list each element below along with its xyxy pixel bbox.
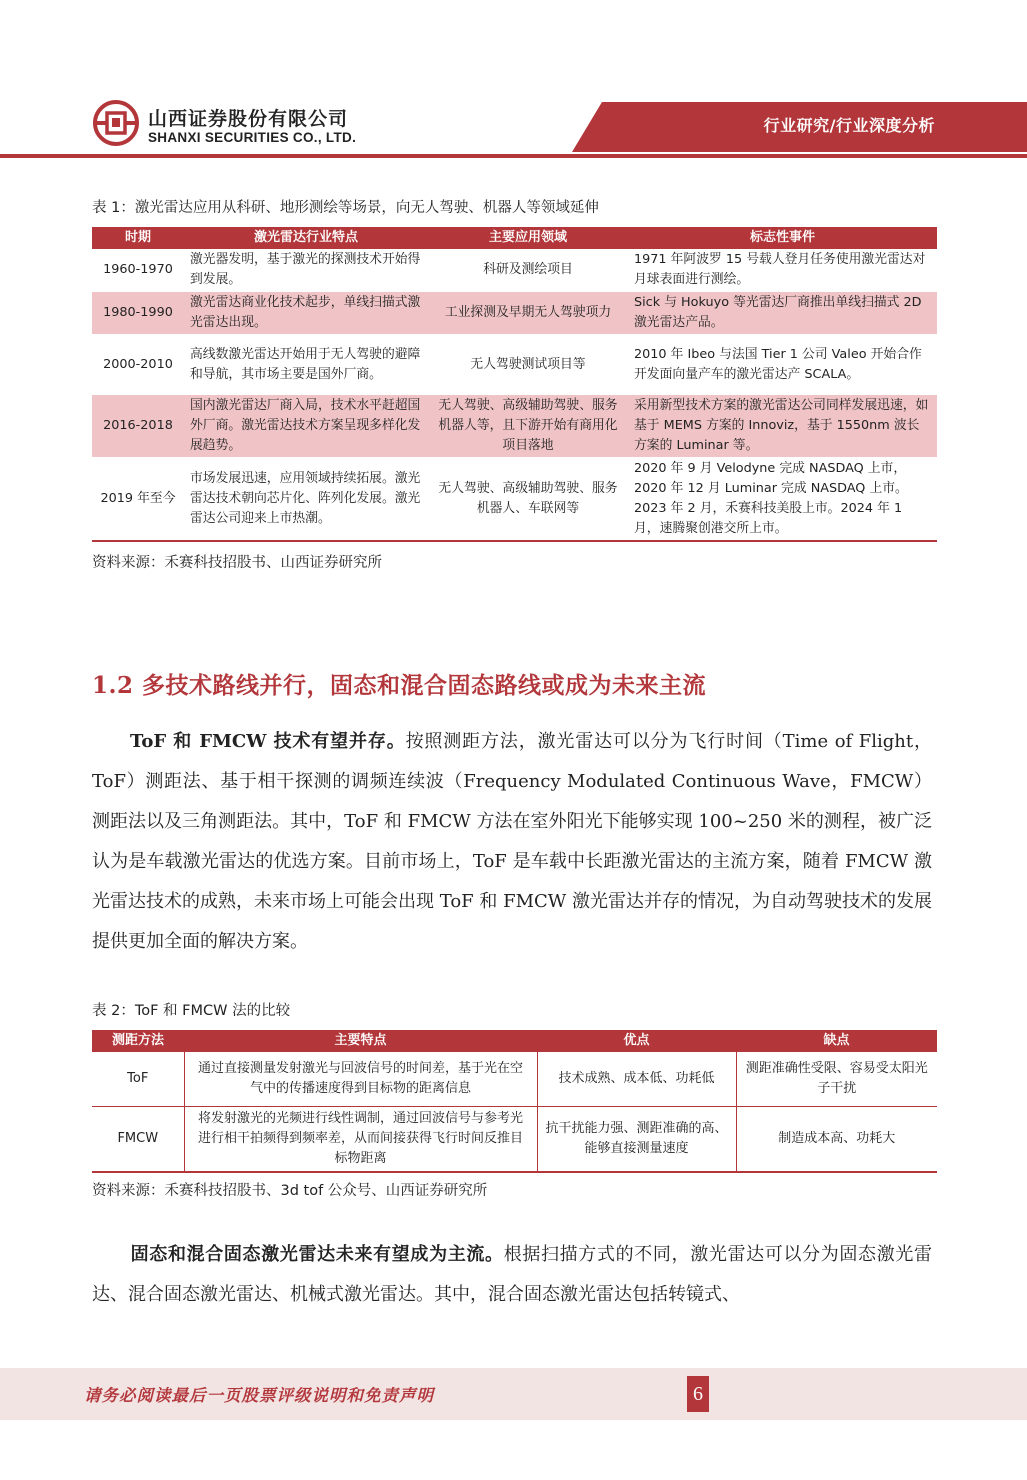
page-number: 6	[687, 1376, 709, 1412]
header-divider	[0, 154, 1027, 158]
application-cell: 无人驾驶、高级辅助驾驶、服务机器人、车联网等	[428, 458, 628, 542]
table-row	[92, 335, 937, 395]
table1-caption: 表 1：激光雷达应用从科研、地形测绘等场景，向无人驾驶、机器人等领域延伸	[92, 200, 599, 216]
page-footer	[0, 1368, 1027, 1420]
table-header-row	[92, 1030, 937, 1052]
company-logo-icon	[93, 100, 139, 146]
paragraph-text: 按照测距方法，激光雷达可以分为飞行时间（Time of Flight，ToF）测距法、基于相干探测的调频连续波（Frequency Modulated Continuous Wave，FMCW）测距法以及三角测距法。其中，ToF 和 FMCW 方法在室外阳光下能够实现 100~250 米的测程，被广泛认为是车载激光雷达的优选方案。目前市场上，ToF 是车载中长距激光雷达的主流方案，随着 FMCW 激光雷达技术的成熟，未来市场上可能会出现 ToF 和 FMCW 激光雷达并存的情况，为自动驾驶技术的发展提供更加全面的解决方案。	[92, 731, 933, 952]
table-row	[92, 1052, 937, 1106]
event-cell: 采用新型技术方案的激光雷达公司同样发展迅速，如基于 MEMS 方案的 Innoviz，基于 1550nm 波长方案的 Luminar 等。	[628, 395, 937, 458]
event-cell: Sick 与 Hokuyo 等光雷达厂商推出单线扫描式 2D 激光雷达产品。	[628, 292, 937, 335]
table2-caption: 表 2：ToF 和 FMCW 法的比较	[92, 1003, 291, 1019]
table-header-cell: 测距方法	[92, 1030, 184, 1052]
event-cell: 2020 年 9 月 Velodyne 完成 NASDAQ 上市，2020 年 12 月 Luminar 完成 NASDAQ 上市。2023 年 2 月，禾赛科技美股上市。2024 年 1 月，速腾聚创港交所上市。	[628, 458, 937, 542]
table-header-cell: 优点	[537, 1030, 736, 1052]
method-cell: ToF	[92, 1052, 184, 1106]
report-category: 行业研究/行业深度分析	[763, 116, 935, 135]
period-cell: 2019 年至今	[92, 458, 184, 542]
table-header-cell: 激光雷达行业特点	[184, 227, 428, 249]
company-name-en: SHANXI SECURITIES CO., LTD.	[148, 130, 357, 145]
application-cell: 无人驾驶测试项目等	[428, 335, 628, 395]
period-cell: 2000-2010	[92, 335, 184, 395]
application-cell: 科研及测绘项目	[428, 249, 628, 292]
paragraph-solid-state	[92, 1235, 932, 1315]
feature-cell: 国内激光雷达厂商入局，技术水平赶超国外厂商。激光雷达技术方案呈现多样化发展趋势。	[184, 395, 428, 458]
company-name-cn: 山西证券股份有限公司	[148, 108, 349, 130]
feature-cell: 市场发展迅速，应用领域持续拓展。激光雷达技术朝向芯片化、阵列化发展。激光雷达公司迎来上市热潮。	[184, 458, 428, 542]
con-cell: 测距准确性受限、容易受太阳光子干扰	[736, 1052, 937, 1106]
table2-source: 资料来源：禾赛科技招股书、3d tof 公众号、山西证券研究所	[92, 1183, 488, 1199]
paragraph-tof-fmcw	[92, 722, 932, 962]
method-cell: FMCW	[92, 1106, 184, 1172]
table-header-cell: 主要特点	[184, 1030, 537, 1052]
con-cell: 制造成本高、功耗大	[736, 1106, 937, 1172]
table-header-cell: 主要应用领域	[428, 227, 628, 249]
event-cell: 2010 年 Ibeo 与法国 Tier 1 公司 Valeo 开始合作开发面向量产车的激光雷达产 SCALA。	[628, 335, 937, 395]
page-header	[0, 92, 1027, 162]
table-row	[92, 292, 937, 335]
event-cell: 1971 年阿波罗 15 号载人登月任务使用激光雷达对月球表面进行测绘。	[628, 249, 937, 292]
paragraph-lead: 固态和混合固态激光雷达未来有望成为主流。	[130, 1244, 504, 1265]
disclaimer-notice: 请务必阅读最后一页股票评级说明和免责声明	[84, 1386, 434, 1405]
application-cell: 工业探测及早期无人驾驶项力	[428, 292, 628, 335]
feature-cell: 激光器发明，基于激光的探测技术开始得到发展。	[184, 249, 428, 292]
section-title: 1.2 多技术路线并行，固态和混合固态路线或成为未来主流	[92, 672, 707, 699]
table-header-cell: 时期	[92, 227, 184, 249]
table-header-cell: 标志性事件	[628, 227, 937, 249]
paragraph-text: 根据扫描方式的不同，激光雷达可以分为固态激光雷达、混合固态激光雷达、机械式激光雷达。其中，混合固态激光雷达包括转镜式、	[92, 1244, 933, 1305]
period-cell: 2016-2018	[92, 395, 184, 458]
table1	[92, 227, 937, 542]
pro-cell: 技术成熟、成本低、功耗低	[537, 1052, 736, 1106]
application-cell: 无人驾驶、高级辅助驾驶、服务机器人等，且下游开始有商用化项目落地	[428, 395, 628, 458]
feature-cell: 通过直接测量发射激光与回波信号的时间差，基于光在空气中的传播速度得到目标物的距离信息	[184, 1052, 537, 1106]
table-header-cell: 缺点	[736, 1030, 937, 1052]
period-cell: 1980-1990	[92, 292, 184, 335]
feature-cell: 激光雷达商业化技术起步，单线扫描式激光雷达出现。	[184, 292, 428, 335]
table1-source: 资料来源：禾赛科技招股书、山西证券研究所	[92, 555, 382, 571]
paragraph-lead: ToF 和 FMCW 技术有望并存。	[130, 731, 406, 752]
table-row	[92, 1106, 937, 1172]
table2	[92, 1030, 937, 1173]
pro-cell: 抗干扰能力强、测距准确的高、能够直接测量速度	[537, 1106, 736, 1172]
table-row	[92, 249, 937, 292]
table-row	[92, 395, 937, 458]
table-header-row	[92, 227, 937, 249]
feature-cell: 高线数激光雷达开始用于无人驾驶的避障和导航，其市场主要是国外厂商。	[184, 335, 428, 395]
table-row	[92, 458, 937, 542]
feature-cell: 将发射激光的光频进行线性调制，通过回波信号与参考光进行相干拍频得到频率差，从而间接获得飞行时间反推目标物距离	[184, 1106, 537, 1172]
period-cell: 1960-1970	[92, 249, 184, 292]
